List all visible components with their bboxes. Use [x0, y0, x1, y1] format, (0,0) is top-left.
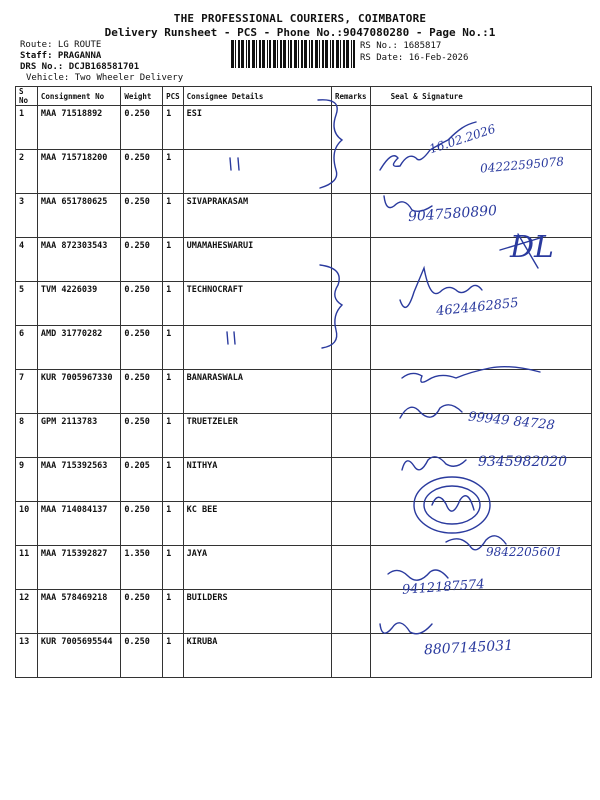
cell-weight: 0.250: [121, 194, 163, 238]
cell-consignment-no: MAA 578469218: [37, 590, 120, 634]
cell-sno: 12: [16, 590, 38, 634]
cell-weight: 0.250: [121, 370, 163, 414]
cell-sno: 3: [16, 194, 38, 238]
col-header-weight: Weight: [121, 87, 163, 106]
cell-pcs: 1: [163, 414, 184, 458]
cell-pcs: 1: [163, 502, 184, 546]
handwritten-phone-row2: 04222595078: [479, 154, 565, 176]
vehicle-label: Vehicle: Two Wheeler Delivery: [26, 73, 184, 83]
staff-label: Staff: PRAGANNA: [20, 51, 102, 61]
cell-weight: 0.250: [121, 502, 163, 546]
cell-sno: 6: [16, 326, 38, 370]
cell-consignee: JAYA: [183, 546, 331, 590]
cell-sno: 9: [16, 458, 38, 502]
cell-weight: 0.205: [121, 458, 163, 502]
cell-weight: 0.250: [121, 106, 163, 150]
cell-consignment-no: AMD 31770282: [37, 326, 120, 370]
signature-row5: [400, 268, 482, 307]
cell-consignment-no: GPM 2113783: [37, 414, 120, 458]
col-header-sno: S No: [16, 87, 38, 106]
cell-consignment-no: KUR 7005695544: [37, 634, 120, 678]
cell-weight: 0.250: [121, 414, 163, 458]
cell-consignee: BUILDERS: [183, 590, 331, 634]
cell-pcs: 1: [163, 634, 184, 678]
cell-sno: 8: [16, 414, 38, 458]
cell-pcs: 1: [163, 106, 184, 150]
cell-consignment-no: MAA 71518892: [37, 106, 120, 150]
cell-sno: 13: [16, 634, 38, 678]
cell-consignment-no: MAA 715392827: [37, 546, 120, 590]
cell-pcs: 1: [163, 238, 184, 282]
cell-weight: 0.250: [121, 150, 163, 194]
cell-consignment-no: TVM 4226039: [37, 282, 120, 326]
cell-weight: 0.250: [121, 590, 163, 634]
cell-weight: 0.250: [121, 634, 163, 678]
col-header-consignee: Consignee Details: [183, 87, 331, 106]
signature-row3: [384, 196, 432, 211]
cell-pcs: 1: [163, 370, 184, 414]
cell-consignee: TRUETZELER: [183, 414, 331, 458]
remarks-brace-bottom: [320, 265, 342, 348]
company-title: THE PROFESSIONAL COURIERS, COIMBATORE: [173, 12, 427, 25]
col-header-signature: Seal & Signature: [370, 87, 591, 106]
cell-pcs: 1: [163, 150, 184, 194]
cell-sno: 10: [16, 502, 38, 546]
cell-weight: 0.250: [121, 282, 163, 326]
cell-pcs: 1: [163, 194, 184, 238]
signature-row2: [380, 122, 476, 170]
handwritten-phone-row11: 9842205601: [486, 545, 563, 559]
handwritten-phone-row13: 8807145031: [423, 637, 514, 659]
rs-date: RS Date: 16-Feb-2026: [360, 53, 469, 63]
rs-number: RS No.: 1685817: [360, 41, 442, 51]
ditto-mark-row2: [230, 158, 239, 170]
col-header-consignment: Consignment No: [37, 87, 120, 106]
signature-row9: [402, 457, 466, 470]
remarks-brace-top: [318, 100, 342, 188]
cell-sno: 1: [16, 106, 38, 150]
handwritten-phone-row8: 99949 84728: [467, 409, 556, 434]
cell-consignment-no: MAA 715392563: [37, 458, 120, 502]
cell-sno: 11: [16, 546, 38, 590]
cell-consignee: NITHYA: [183, 458, 331, 502]
cell-pcs: 1: [163, 546, 184, 590]
cell-pcs: 1: [163, 590, 184, 634]
signature-row7: [402, 367, 540, 383]
cell-consignee: KIRUBA: [183, 634, 331, 678]
cell-consignment-no: MAA 651780625: [37, 194, 120, 238]
cell-consignment-no: MAA 714084137: [37, 502, 120, 546]
cell-sno: 4: [16, 238, 38, 282]
handwritten-mark-row5: DL: [510, 230, 554, 265]
signature-row8: [400, 405, 462, 418]
signature-row13: [380, 623, 432, 634]
col-header-pcs: PCS: [163, 87, 184, 106]
col-header-remarks: Remarks: [331, 87, 370, 106]
cell-weight: 1.350: [121, 546, 163, 590]
cell-sno: 7: [16, 370, 38, 414]
cell-pcs: 1: [163, 282, 184, 326]
cell-weight: 0.250: [121, 238, 163, 282]
drs-label: DRS No.: DCJB168581701: [20, 62, 140, 72]
cell-pcs: 1: [163, 458, 184, 502]
handwritten-phone-row3: 9047580890: [407, 202, 498, 226]
handwritten-date-row2: 16.02.2026: [427, 121, 498, 157]
route-label: Route: LG ROUTE: [20, 40, 102, 50]
cell-consignment-no: MAA 872303543: [37, 238, 120, 282]
cell-sno: 5: [16, 282, 38, 326]
cell-sno: 2: [16, 150, 38, 194]
handwritten-phone-row9: 9345982020: [478, 454, 568, 470]
ditto-mark-row6: [227, 332, 235, 344]
signature-row11: [446, 536, 506, 550]
cell-consignee: ESI: [183, 106, 331, 150]
cell-pcs: 1: [163, 326, 184, 370]
signature-row12: [388, 570, 448, 580]
handwritten-phone-row12: 9412187574: [401, 577, 486, 598]
cell-consignee: BANARASWALA: [183, 370, 331, 414]
handwritten-phone-row5: 4624462855: [435, 295, 520, 320]
cell-consignee: TECHNOCRAFT: [183, 282, 331, 326]
cell-consignment-no: KUR 7005967330: [37, 370, 120, 414]
cell-consignee: KC BEE: [183, 502, 331, 546]
cell-consignee: UMAMAHESWARUI: [183, 238, 331, 282]
cell-weight: 0.250: [121, 326, 163, 370]
cell-consignment-no: MAA 715718200: [37, 150, 120, 194]
cell-consignee: SIVAPRAKASAM: [183, 194, 331, 238]
runsheet-title: Delivery Runsheet - PCS - Phone No.:9047080280 - Page No.:1: [104, 26, 496, 39]
